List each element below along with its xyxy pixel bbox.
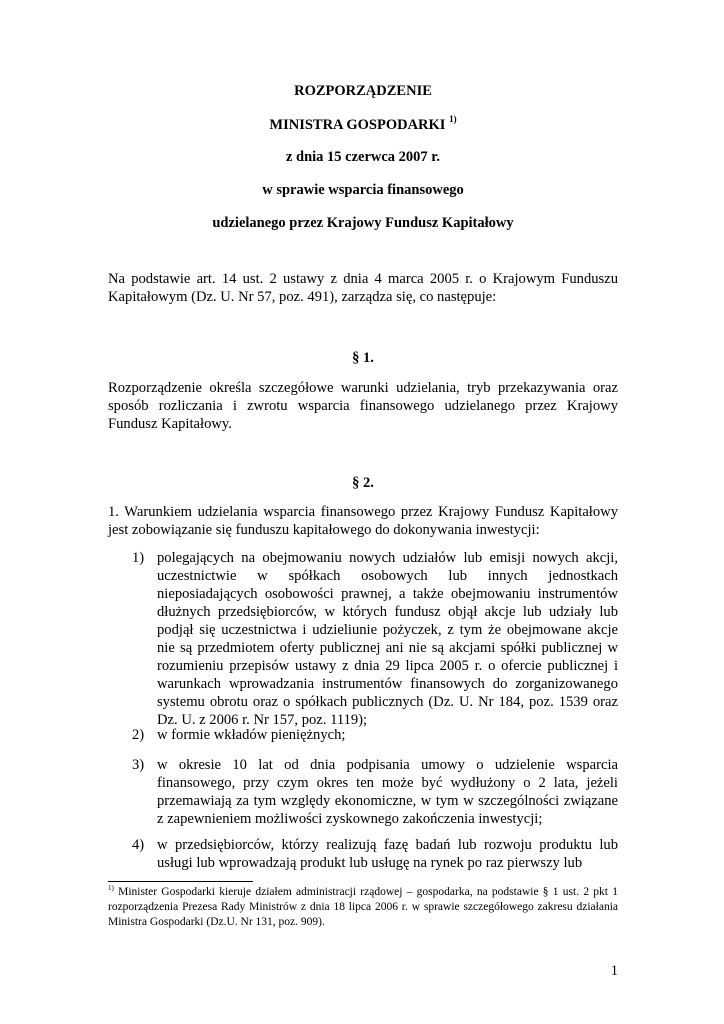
footnote-separator	[108, 881, 253, 882]
regulation-issuer	[108, 116, 618, 134]
list-item	[108, 726, 618, 744]
regulation-subject-line2: udzielanego przez Krajowy Fundusz Kapitałowy	[212, 215, 514, 231]
section-2-heading: § 2.	[352, 475, 374, 491]
footnote-mark: 1)	[108, 884, 114, 892]
list-item-number: 3)	[132, 757, 145, 773]
list-item-number: 1)	[132, 550, 145, 566]
list-item-text: w formie wkładów pieniężnych;	[157, 727, 346, 743]
list-item-number: 4)	[132, 837, 145, 853]
list-item-text: w przedsiębiorców, którzy realizują fazę badań lub rozwoju produktu lub usługi lub wprowadzają produkt lub usługę na rynek po raz pierwszy lub	[157, 837, 618, 871]
list-item-text: w okresie 10 lat od dnia podpisania umowy o udzielenie wsparcia finansowego, przy czym okres ten może być wydłużony o 2 lata, jeżeli przemawiają za tym względy ekonomiczne, w tym w szczególności związane z zapewnieniem możliwości zyskownego zakończenia inwestycji;	[157, 757, 618, 827]
page-number: 1	[610, 963, 618, 979]
list-item-number: 2)	[132, 727, 145, 743]
regulation-subject-line1: w sprawie wsparcia finansowego	[262, 182, 464, 198]
regulation-title: ROZPORZĄDZENIE	[294, 83, 432, 99]
section-1-text: Rozporządzenie określa szczegółowe warunki udzielania, tryb przekazywania oraz sposób rozliczania i zwrotu wsparcia finansowego udzielanego przez Krajowy Fundusz Kapitałowy.	[108, 380, 618, 432]
list-item	[108, 836, 618, 872]
list-item	[108, 756, 618, 828]
section-1-heading: § 1.	[352, 350, 374, 366]
issuer-footnote-mark: 1)	[449, 114, 457, 124]
preamble: Na podstawie art. 14 ust. 2 ustawy z dnia 4 marca 2005 r. o Krajowym Funduszu Kapitałowym (Dz. U. Nr 57, poz. 491), zarządza się, co następuje:	[108, 271, 618, 305]
section-2-intro: 1. Warunkiem udzielania wsparcia finansowego przez Krajowy Fundusz Kapitałowy jest zobowiązanie się funduszu kapitałowego do dokonywania inwestycji:	[108, 504, 618, 538]
regulation-date: z dnia 15 czerwca 2007 r.	[285, 149, 441, 165]
issuer-text: MINISTRA GOSPODARKI	[269, 117, 446, 133]
footnote-text: Minister Gospodarki kieruje działem administracji rządowej – gospodarka, na podstawie § 1 ust. 2 pkt 1 rozporządzenia Prezesa Rady Ministrów z dnia 18 lipca 2006 r. w sprawie szczegółowego zakresu działania Ministra Gospodarki (Dz.U. Nr 131, poz. 909).	[108, 886, 618, 928]
list-item-text: polegających na obejmowaniu nowych udziałów lub emisji nowych akcji, uczestnictwie w spółkach osobowych lub innych jednostkach nieposiadających osobowości prawnej, a także obejmowaniu instrumentów dłużnych przedsiębiorców, w których fundusz objął akcje lub udziały lub podjął się uczestnictwa i udzieliunie pożyczek, z tym że obejmowane akcje nie są przedmiotem oferty publicznej ani nie są akcjami spółki publicznej w rozumieniu przepisów ustawy z dnia 29 lipca 2005 r. o ofercie publicznej i warunkach wprowadzania instrumentów finansowych do zorganizowanego systemu obrotu oraz o spółkach publicznych (Dz. U. Nr 184, poz. 1539 oraz Dz. U. z 2006 r. Nr 157, poz. 1119);	[157, 550, 618, 728]
list-item	[108, 549, 618, 729]
footnote	[108, 885, 618, 930]
